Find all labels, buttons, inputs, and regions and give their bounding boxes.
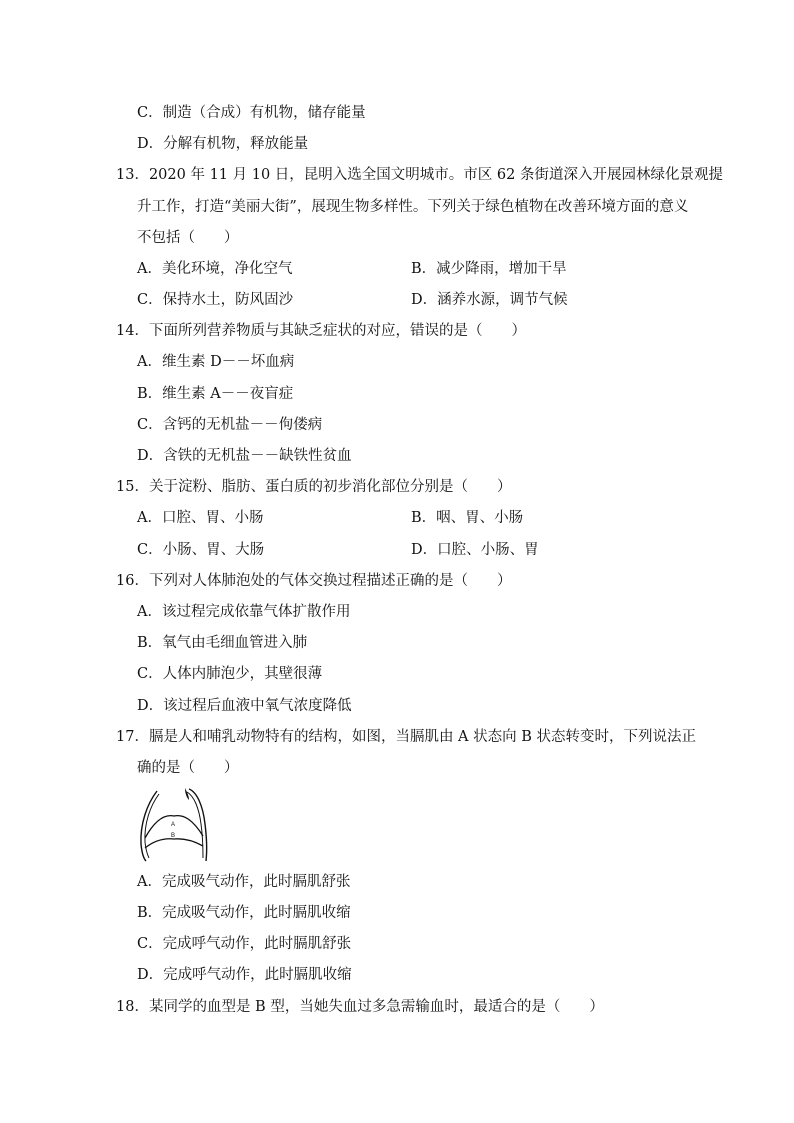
q12-option-c: C．制造（合成）有机物，储存能量 [137, 105, 366, 121]
diagram-diaphragm-b [145, 839, 203, 848]
q15-stem: 15．关于淀粉、脂肪、蛋白质的初步消化部位分别是（ ） [116, 479, 512, 495]
q15-option-c: C．小肠、胃、大肠 [137, 542, 265, 558]
q17-stem-line2: 确的是（ ） [137, 760, 239, 776]
q13-option-a: A．美化环境，净化空气 [137, 261, 293, 277]
diagram-label-a: A [171, 822, 176, 828]
diaphragm-diagram [137, 786, 211, 864]
q13-stem-line2: 升工作，打造“美丽大街”，展现生物多样性。下列关于绿色植物在改善环境方面的意义 [137, 199, 689, 215]
q13-option-c: C．保持水土，防风固沙 [137, 292, 294, 308]
q17-option-a: A．完成吸气动作，此时膈肌舒张 [137, 874, 351, 890]
q16-stem: 16．下列对人体肺泡处的气体交换过程描述正确的是（ ） [116, 573, 512, 589]
diagram-label-b: B [171, 833, 176, 839]
diagram-left-chest-wall-inner [145, 794, 159, 858]
q12-option-d: D．分解有机物，释放能量 [137, 136, 309, 152]
q14-option-d: D．含铁的无机盐－－缺铁性贫血 [137, 448, 352, 464]
q17-option-c: C．完成呼气动作，此时膈肌舒张 [137, 936, 352, 952]
diagram-right-top-cap [185, 788, 189, 800]
q14-option-a: A．维生素 D－－坏血病 [137, 354, 295, 370]
diagram-right-chest-wall [189, 789, 207, 861]
q16-option-c: C．人体内肺泡少，其壁很薄 [137, 666, 323, 682]
q17-stem-line1: 17．膈是人和哺乳动物特有的结构，如图，当膈肌由 A 状态向 B 状态转变时，下列说法正 [116, 729, 697, 745]
q18-stem: 18．某同学的血型是 B 型，当她失血过多急需输血时，最适合的是（ ） [116, 999, 604, 1015]
q17-option-d: D．完成呼气动作，此时膈肌收缩 [137, 967, 352, 983]
q13-option-b: B．减少降雨，增加干旱 [411, 261, 567, 277]
q14-stem: 14．下面所列营养物质与其缺乏症状的对应，错误的是（ ） [116, 323, 526, 339]
q15-option-b: B．咽、胃、小肠 [411, 510, 524, 526]
q13-option-d: D．涵养水源，调节气候 [411, 292, 568, 308]
q14-option-c: C．含钙的无机盐－－佝偻病 [137, 417, 323, 433]
q13-stem-line1: 13．2020 年 11 月 10 日，昆明入选全国文明城市。市区 62 条街道深入开展园林绿化景观提 [116, 167, 723, 183]
q13-stem-line3: 不包括（ ） [137, 230, 239, 246]
q16-option-d: D．该过程后血液中氧气浓度降低 [137, 698, 352, 714]
q14-option-b: B．维生素 A－－夜盲症 [137, 386, 294, 402]
q16-option-a: A．该过程完成依靠气体扩散作用 [137, 604, 351, 620]
q17-option-b: B．完成吸气动作，此时膈肌收缩 [137, 905, 351, 921]
q15-option-a: A．口腔、胃、小肠 [137, 510, 264, 526]
q16-option-b: B．氧气由毛细血管进入肺 [137, 635, 308, 651]
q15-option-d: D．口腔、小肠、胃 [411, 542, 539, 558]
